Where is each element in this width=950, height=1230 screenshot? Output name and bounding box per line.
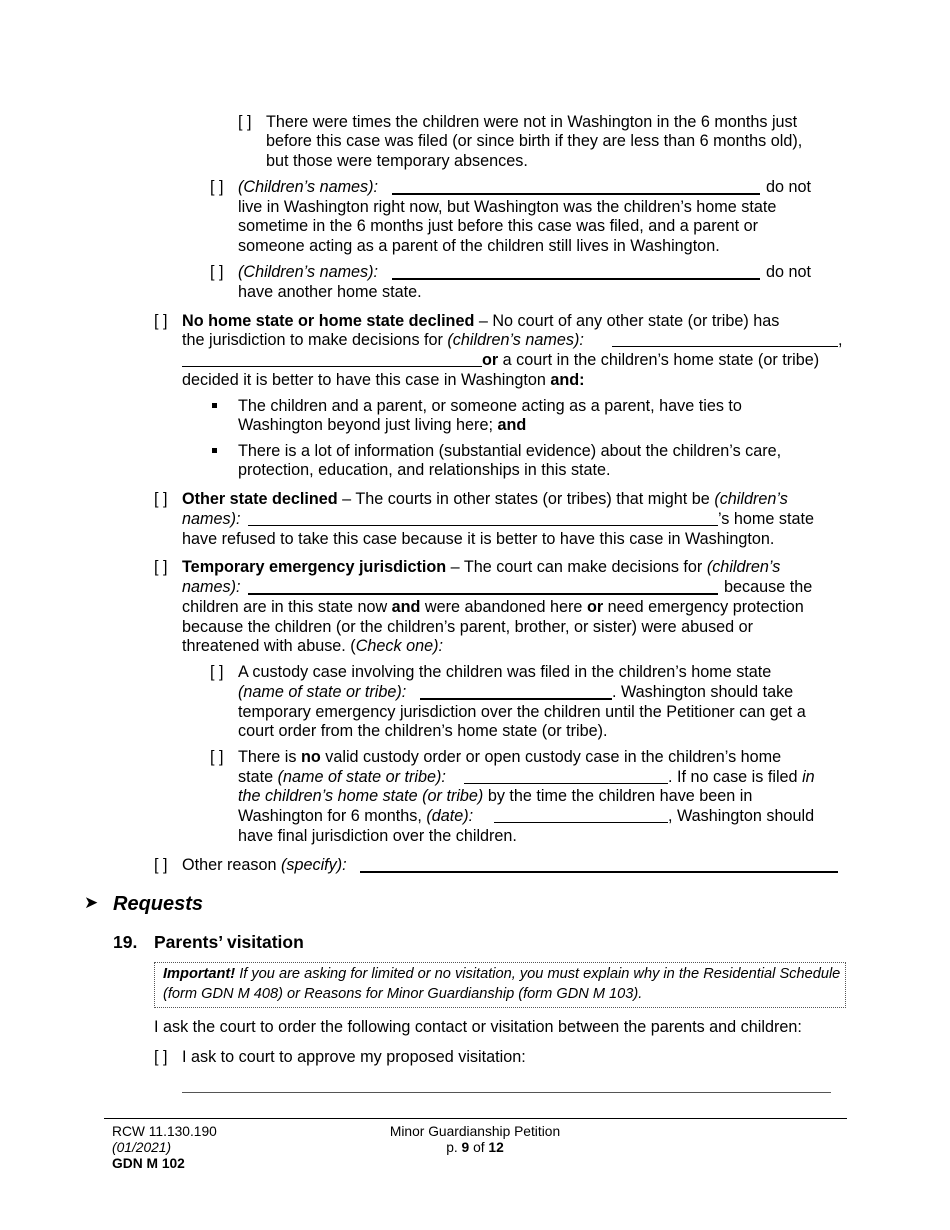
label: the children’s home state (or tribe) [238, 787, 484, 805]
notice-text: If you are asking for limited or no visitation, you must explain why in the Residential Schedule [235, 966, 841, 982]
checkbox-temporary-emergency[interactable]: [ ] [154, 558, 168, 576]
bold: and: [550, 371, 585, 389]
text: decided it is better to have this case in Washington [182, 371, 551, 389]
text-line [182, 371, 585, 391]
children-names-field[interactable] [248, 510, 718, 526]
text-line [238, 748, 781, 768]
text-line [182, 331, 584, 351]
label: Check one): [355, 637, 443, 655]
children-names-field[interactable] [392, 263, 760, 280]
text: threatened with abuse. ( [182, 637, 356, 655]
label: names): [182, 510, 241, 528]
heading: No home state or home state declined [182, 312, 475, 330]
checkbox-not-live-in-washington[interactable]: [ ] [210, 178, 224, 196]
footer-date: (01/2021) [112, 1140, 172, 1155]
notice-line: (form GDN M 408) or Reasons for Minor Guardianship (form GDN M 103). [163, 986, 643, 1002]
text: – The courts in other states (or tribes) that might be [337, 490, 715, 508]
text-line [182, 598, 804, 618]
bold: and [497, 416, 527, 434]
bold: and [391, 598, 421, 616]
checkbox-other-state-declined[interactable]: [ ] [154, 490, 168, 508]
arrow-icon: ➤ [84, 893, 99, 912]
text-line: someone acting as a parent of the children still lives in Washington. [238, 237, 720, 255]
page-mid: of [469, 1140, 489, 1155]
label: (specify): [280, 856, 347, 874]
text-line: live in Washington right now, but Washington was the children’s home state [238, 198, 777, 216]
notice-bold: Important! [163, 966, 236, 982]
text: need emergency protection [603, 598, 804, 616]
text: . If no case is filed [668, 768, 803, 786]
text-line [182, 510, 240, 530]
text-line [238, 416, 526, 436]
text: – No court of any other state (or tribe) has [474, 312, 780, 330]
text-line: A custody case involving the children was filed in the children’s home state [238, 663, 772, 681]
text-line [182, 856, 347, 876]
text-line: . Washington should take [612, 683, 794, 701]
footer-form-number: GDN M 102 [112, 1156, 185, 1171]
text: were abandoned here [420, 598, 587, 616]
text-line: temporary emergency jurisdiction over the children until the Petitioner can get a [238, 703, 806, 721]
checkbox-temporary-absences[interactable]: [ ] [238, 113, 252, 131]
text-line: but those were temporary absences. [266, 152, 528, 170]
state-or-tribe-field[interactable] [420, 683, 612, 700]
other-reason-field[interactable] [360, 856, 838, 873]
text-line: because the children (or the children’s parent, brother, or sister) were abused or [182, 618, 754, 636]
text: There is [238, 748, 301, 766]
text-line [238, 263, 378, 283]
text: state [238, 768, 278, 786]
children-names-field[interactable] [248, 578, 718, 595]
page-total: 12 [488, 1140, 504, 1155]
checkbox-approve-visitation[interactable]: [ ] [154, 1048, 168, 1066]
text-line: There were times the children were not in Washington in the 6 months just [266, 113, 798, 131]
text-line [482, 351, 819, 371]
comma: , [838, 331, 843, 349]
text: Washington for 6 months, [238, 807, 427, 825]
bold: no [300, 748, 321, 766]
text-line: have final jurisdiction over the children. [238, 827, 517, 845]
checkbox-no-other-home-state[interactable]: [ ] [210, 263, 224, 281]
approve-line: I ask to court to approve my proposed visitation: [182, 1048, 526, 1066]
text-line: The children and a parent, or someone acting as a parent, have ties to [238, 397, 742, 415]
label: (name of state or tribe): [277, 768, 446, 786]
label: (Children’s names): [238, 263, 379, 281]
label: (Children’s names): [238, 178, 379, 196]
checkbox-no-custody-order[interactable]: [ ] [210, 748, 224, 766]
text-line [182, 312, 779, 332]
label: (children’s [706, 558, 781, 576]
text-line [238, 178, 378, 198]
text-line [182, 558, 780, 578]
page-prefix: p. [446, 1140, 462, 1155]
text-line: before this case was filed (or since birth if they are less than 6 months old), [266, 132, 803, 150]
footer-title: Minor Guardianship Petition [389, 1124, 561, 1139]
state-or-tribe-field[interactable] [464, 768, 668, 784]
section-title: Parents’ visitation [154, 932, 304, 952]
text-line: have another home state. [238, 283, 422, 301]
label: names): [182, 578, 241, 596]
children-names-field-continued[interactable] [182, 351, 482, 367]
text-line: do not [766, 263, 812, 281]
label: (children’s [714, 490, 788, 508]
visitation-input-line[interactable] [182, 1092, 831, 1093]
bullet-icon [212, 403, 217, 408]
ask-line: I ask the court to order the following contact or visitation between the parents and children: [154, 1018, 802, 1036]
checkbox-custody-case-filed[interactable]: [ ] [210, 663, 224, 681]
text: Washington beyond just living here; [238, 416, 498, 434]
heading: Temporary emergency jurisdiction [182, 558, 447, 576]
text-line: ’s home state [718, 510, 814, 528]
footer-page [360, 1140, 590, 1156]
text: – The court can make decisions for [446, 558, 707, 576]
text-line: sometime in the 6 months just before this case was filed, and a parent or [238, 217, 759, 235]
text-line: court order from the children’s home state (or tribe). [238, 722, 608, 740]
children-names-field[interactable] [392, 178, 760, 195]
text: children are in this state now [182, 598, 392, 616]
heading: Other state declined [182, 490, 338, 508]
text: Other reason [182, 856, 281, 874]
label: in [802, 768, 815, 786]
text-line [238, 768, 446, 788]
page-number: 9 [461, 1140, 470, 1155]
section-number: 19. [113, 932, 138, 952]
text-line [182, 637, 443, 657]
text: the jurisdiction to make decisions for [182, 331, 448, 349]
requests-heading: Requests [113, 893, 204, 915]
label: (children’s names): [447, 331, 584, 349]
bold: or [586, 598, 604, 616]
text-line: because the [724, 578, 813, 596]
footer-divider [104, 1118, 847, 1119]
footer-rcw: RCW 11.130.190 [112, 1124, 217, 1139]
text-line [238, 787, 752, 807]
text-line: , Washington should [668, 807, 815, 825]
notice-line [163, 965, 840, 985]
bold: or [482, 351, 499, 369]
text-line: have refused to take this case because it is better to have this case in Washington. [182, 530, 775, 548]
text-line [238, 807, 473, 827]
bullet-icon [212, 448, 217, 453]
text-line: There is a lot of information (substantial evidence) about the children’s care, [238, 442, 782, 460]
date-field[interactable] [494, 807, 668, 823]
children-names-field[interactable] [612, 331, 838, 347]
checkbox-other-reason[interactable]: [ ] [154, 856, 168, 874]
label: (name of state or tribe): [238, 683, 407, 701]
checkbox-no-home-state[interactable]: [ ] [154, 312, 168, 330]
text: by the time the children have been in [483, 787, 753, 805]
text-line [668, 768, 815, 788]
text-line: do not [766, 178, 812, 196]
text-line [182, 578, 240, 598]
text-line: protection, education, and relationships in this state. [238, 461, 611, 479]
text-line [182, 490, 788, 510]
text: a court in the children’s home state (or tribe) [498, 351, 820, 369]
text-line [238, 683, 406, 703]
text: valid custody order or open custody case in the children’s home [320, 748, 782, 766]
label: (date): [426, 807, 474, 825]
